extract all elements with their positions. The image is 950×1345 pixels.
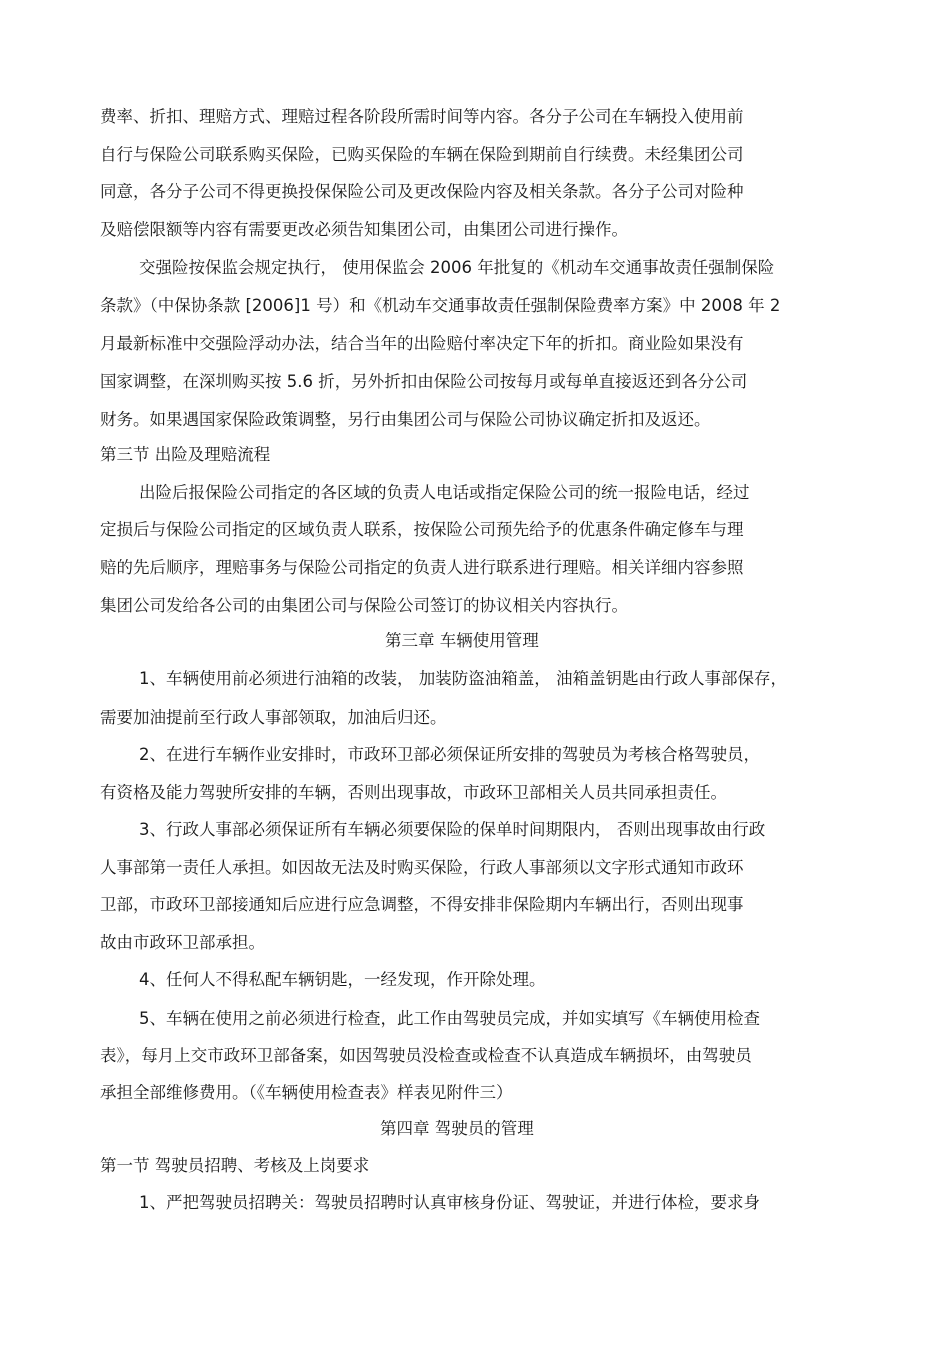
text-line: 表》，每月上交市政环卫部备案，如因驾驶员没检查或检查不认真造成车辆损坏，由驾驶员 bbox=[100, 1046, 752, 1065]
text-line: 2、在进行车辆作业安排时，市政环卫部必须保证所安排的驾驶员为考核合格驾驶员， bbox=[139, 745, 760, 764]
text-line: 及赔偿限额等内容有需要更改必须告知集团公司，由集团公司进行操作。 bbox=[100, 220, 628, 239]
text-line: 人事部第一责任人承担。如因故无法及时购买保险，行政人事部须以文字形式通知市政环 bbox=[100, 858, 744, 877]
text-line: 赔的先后顺序，理赔事务与保险公司指定的负责人进行联系进行理赔。相关详细内容参照 bbox=[100, 558, 744, 577]
text-line: 月最新标准中交强险浮动办法，结合当年的出险赔付率决定下年的折扣。商业险如果没有 bbox=[100, 334, 744, 353]
text-line: 财务。如果遇国家保险政策调整，另行由集团公司与保险公司协议确定折扣及返还。 bbox=[100, 410, 711, 429]
text-line: 定损后与保险公司指定的区域负责人联系，按保险公司预先给予的优惠条件确定修车与理 bbox=[100, 520, 744, 539]
text-line: 需要加油提前至行政人事部领取，加油后归还。 bbox=[100, 708, 447, 727]
text-line: 1、车辆使用前必须进行油箱的改装， 加装防盗油箱盖， 油箱盖钥匙由行政人事部保存， bbox=[139, 669, 787, 688]
text-line: 卫部，市政环卫部接通知后应进行应急调整，不得安排非保险期内车辆出行，否则出现事 bbox=[100, 895, 744, 914]
text-line: 故由市政环卫部承担。 bbox=[100, 933, 265, 952]
text-line: 自行与保险公司联系购买保险，已购买保险的车辆在保险到期前自行续费。未经集团公司 bbox=[100, 145, 744, 164]
text-line: 5、车辆在使用之前必须进行检查，此工作由驾驶员完成，并如实填写《车辆使用检查 bbox=[139, 1009, 760, 1028]
text-line: 国家调整，在深圳购买按 5.6 折，另外折扣由保险公司按每月或每单直接返还到各分公司 bbox=[100, 372, 748, 391]
text-line: 集团公司发给各公司的由集团公司与保险公司签订的协议相关内容执行。 bbox=[100, 596, 628, 615]
text-line: 有资格及能力驾驶所安排的车辆，否则出现事故，市政环卫部相关人员共同承担责任。 bbox=[100, 783, 727, 802]
chapter-heading: 第四章 驾驶员的管理 bbox=[380, 1119, 534, 1138]
text-line: 4、任何人不得私配车辆钥匙，一经发现，作开除处理。 bbox=[139, 970, 546, 989]
text-line: 费率、折扣、理赔方式、理赔过程各阶段所需时间等内容。各分子公司在车辆投入使用前 bbox=[100, 107, 744, 126]
text-line: 条款》（中保协条款 [2006]1 号）和《机动车交通事故责任强制保险费率方案》中 2008 年 2 bbox=[100, 296, 781, 315]
text-line: 1、严把驾驶员招聘关：驾驶员招聘时认真审核身份证、驾驶证，并进行体检，要求身 bbox=[139, 1193, 760, 1212]
text-line: 3、行政人事部必须保证所有车辆必须要保险的保单时间期限内， 否则出现事故由行政 bbox=[139, 820, 766, 839]
section-heading: 第一节 驾驶员招聘、考核及上岗要求 bbox=[100, 1156, 370, 1175]
text-line: 同意，各分子公司不得更换投保保险公司及更改保险内容及相关条款。各分子公司对险种 bbox=[100, 182, 744, 201]
section-heading: 第三节 出险及理赔流程 bbox=[100, 445, 271, 464]
text-line: 出险后报保险公司指定的各区域的负责人电话或指定保险公司的统一报险电话，经过 bbox=[139, 483, 750, 502]
text-line: 交强险按保监会规定执行， 使用保监会 2006 年批复的《机动车交通事故责任强制保险 bbox=[139, 258, 775, 277]
chapter-heading: 第三章 车辆使用管理 bbox=[385, 631, 539, 650]
text-line: 承担全部维修费用。（《车辆使用检查表》样表见附件三） bbox=[100, 1083, 513, 1102]
